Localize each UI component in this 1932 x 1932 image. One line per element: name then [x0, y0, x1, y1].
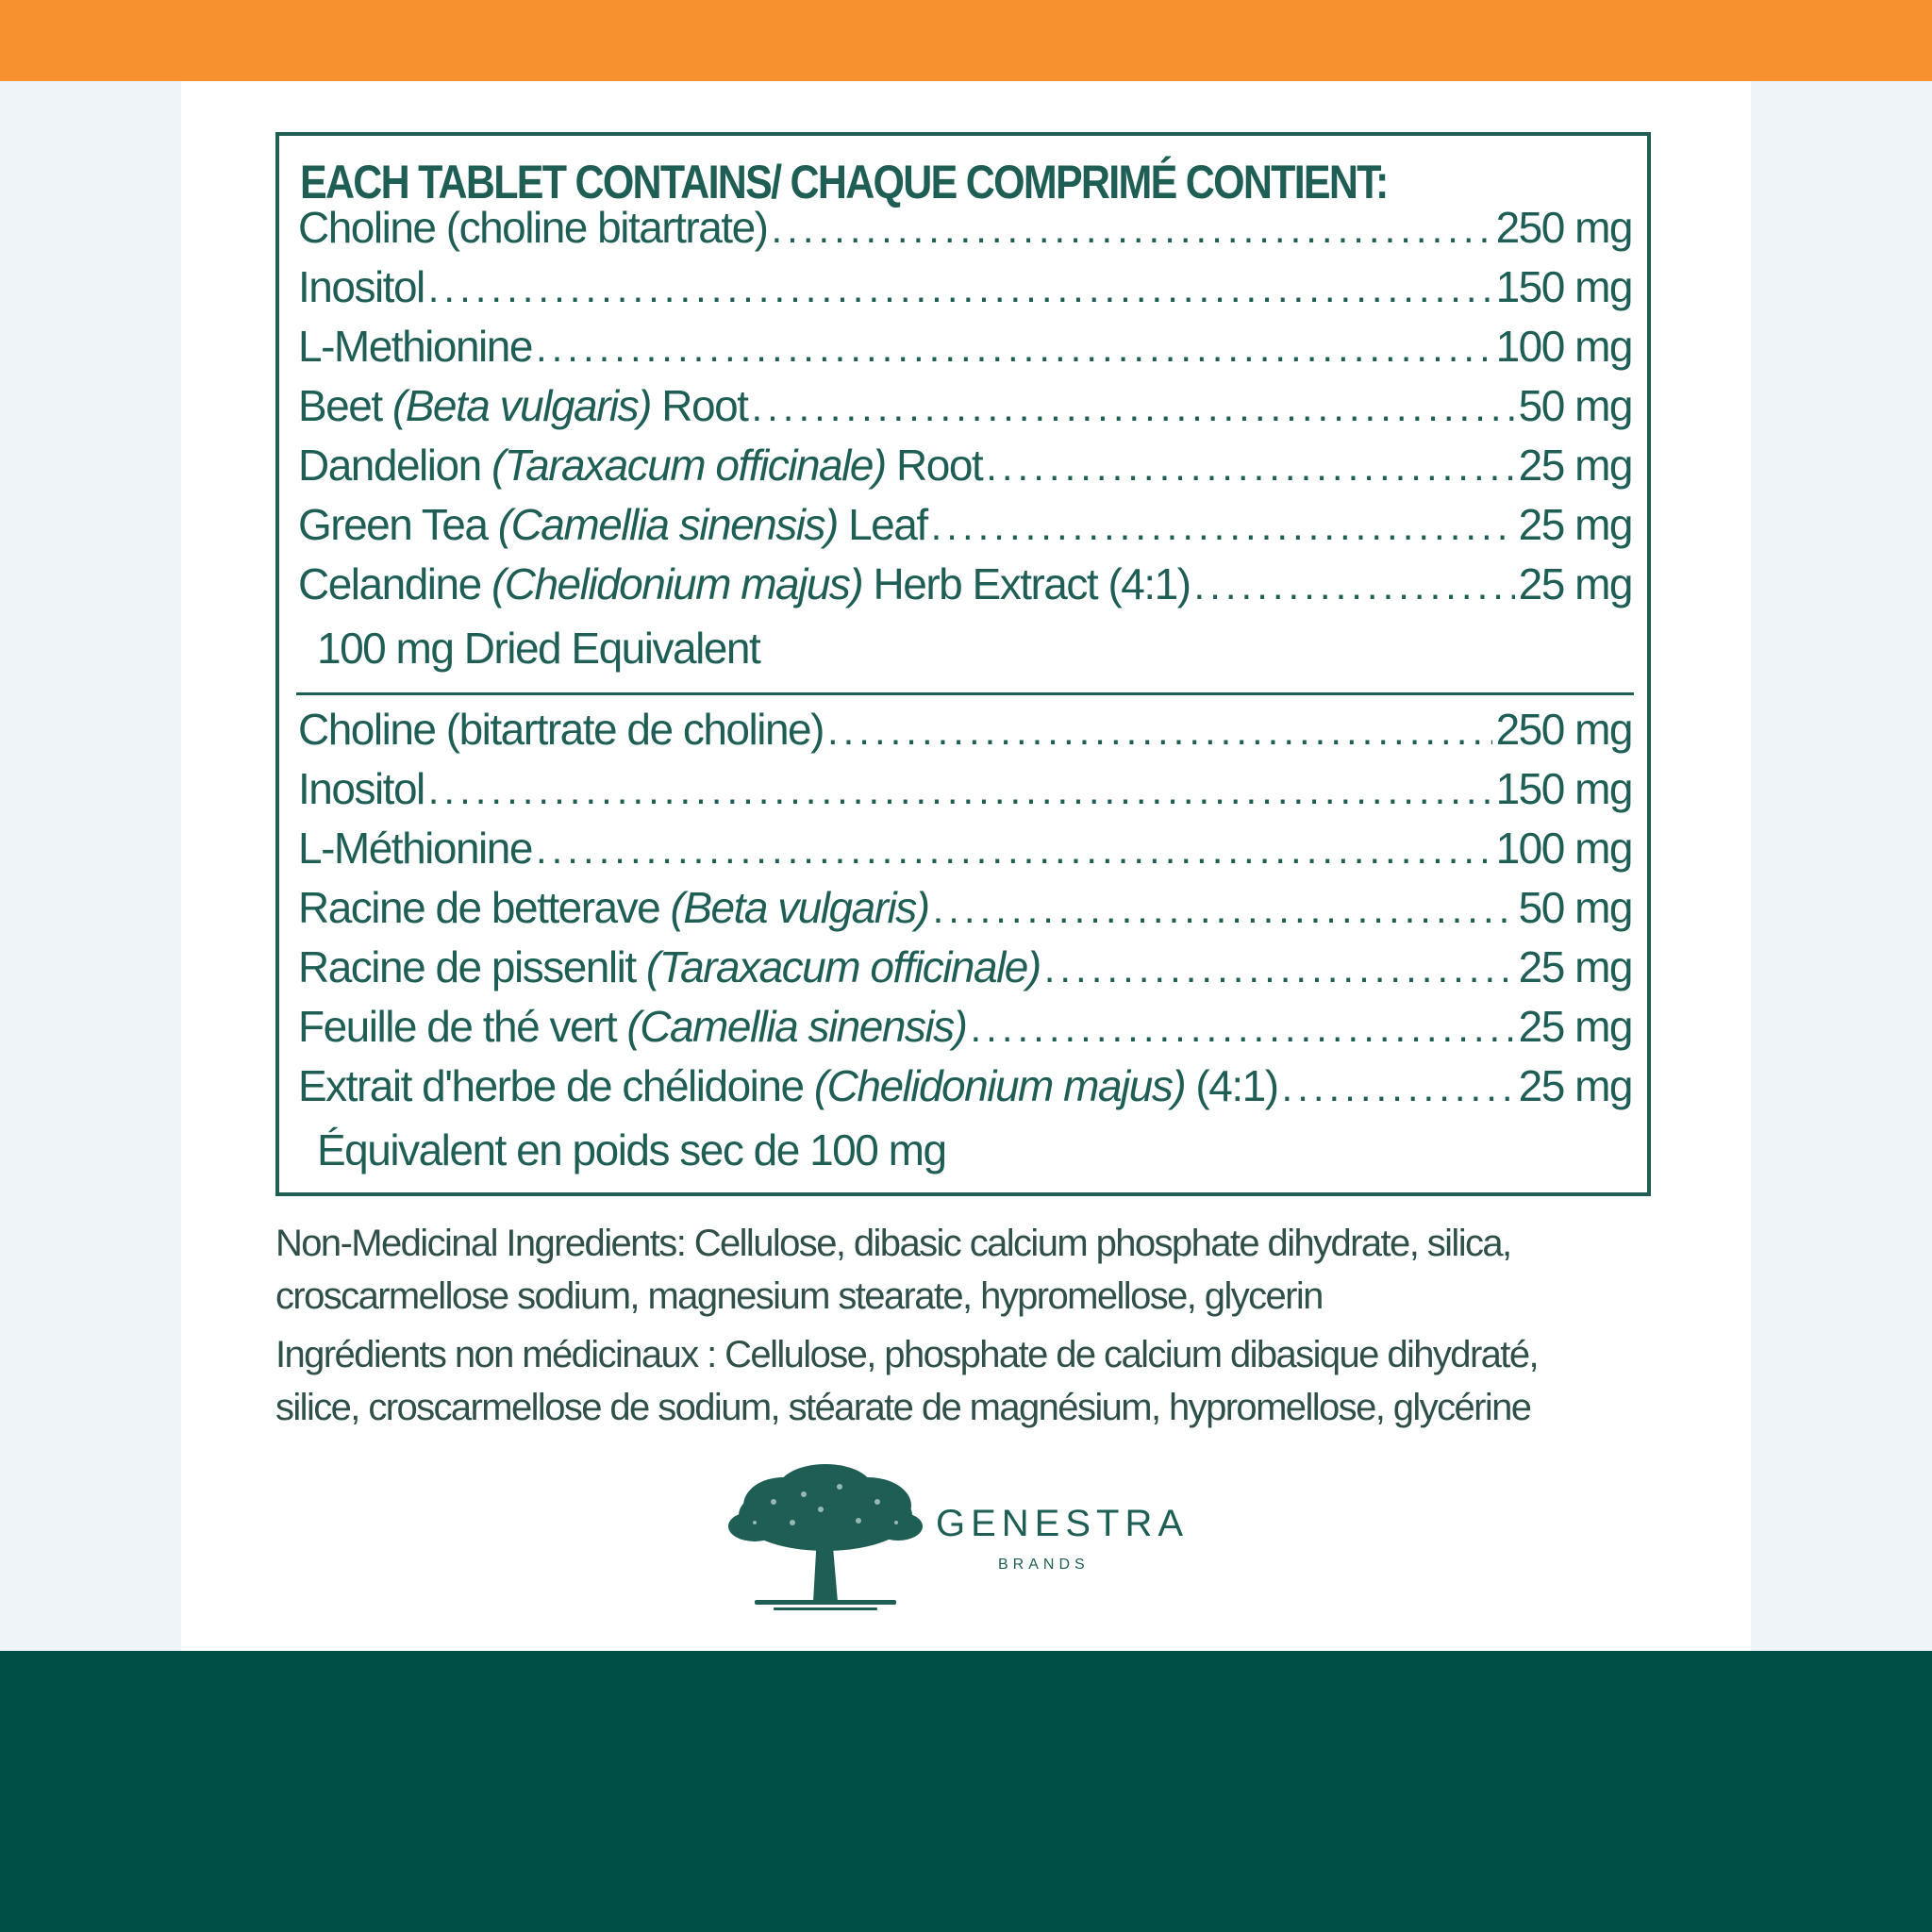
ingredient-row-fr: [298, 941, 1632, 1000]
dried-equivalent-note-fr: Équivalent en poids sec de 100 mg: [317, 1125, 946, 1174]
ingredient-row-fr: [298, 704, 1632, 762]
ingredient-latin: (Taraxacum officinale): [491, 441, 886, 490]
ingredient-name: Choline (choline bitartrate): [298, 203, 768, 252]
leader-dots: [751, 385, 1514, 430]
ingredient-latin: (Beta vulgaris): [670, 883, 929, 932]
dried-equivalent-note: 100 mg Dried Equivalent: [317, 624, 760, 673]
ingredient-name: Inositol: [298, 764, 425, 813]
section-divider: [296, 692, 1634, 695]
leader-dots: [772, 207, 1492, 252]
ingredient-latin: (Camellia sinensis): [626, 1002, 967, 1051]
ingredient-suffix: Root: [885, 441, 983, 490]
leader-dots: [931, 504, 1515, 549]
leader-dots: [1282, 1065, 1515, 1110]
ingredient-row: [298, 261, 1632, 320]
ingredient-name: Racine de betterave: [298, 883, 671, 932]
ingredient-amount: 150 mg: [1495, 262, 1632, 311]
brand-name: GENESTRA: [936, 1503, 1190, 1544]
non-medicinal-ingredients-en: [275, 1217, 1653, 1323]
ingredient-latin: (Chelidonium majus): [813, 1061, 1186, 1110]
ingredient-amount: 25 mg: [1518, 1061, 1632, 1110]
nmi-line: croscarmellose sodium, magnesium stearate, hypromellose, glycerin: [275, 1275, 1323, 1317]
ingredient-latin: (Beta vulgaris): [391, 381, 651, 430]
ingredient-latin: (Chelidonium majus): [491, 559, 863, 608]
leader-dots: [536, 325, 1492, 371]
leader-dots: [986, 444, 1514, 490]
ingredient-suffix: Leaf: [837, 500, 927, 549]
ingredient-name: Green Tea: [298, 500, 498, 549]
ingredient-row-fr: [298, 763, 1632, 822]
ingredient-row: [298, 499, 1632, 558]
ingredient-name: Beet: [298, 381, 392, 430]
nmi-line: Non-Medicinal Ingredients: Cellulose, dibasic calcium phosphate dihydrate, silica,: [275, 1223, 1511, 1264]
ingredient-latin: (Taraxacum officinale): [645, 942, 1041, 991]
ingredient-amount: 25 mg: [1518, 942, 1632, 991]
facts-heading: EACH TABLET CONTAINS/ CHAQUE COMPRIMÉ CONTIENT:: [300, 156, 1388, 208]
leader-dots: [1194, 563, 1515, 608]
ingredient-amount: 50 mg: [1518, 883, 1632, 932]
leader-dots: [428, 768, 1492, 813]
ingredient-amount: 250 mg: [1495, 705, 1632, 754]
ingredient-amount: 25 mg: [1518, 1002, 1632, 1051]
bottom-color-band: [0, 1651, 1932, 1932]
top-color-band: [0, 0, 1932, 81]
ingredient-name: L-Méthionine: [298, 824, 532, 873]
ingredient-name: Dandelion: [298, 441, 491, 490]
leader-dots: [428, 266, 1492, 311]
supplement-facts-box: [275, 132, 1651, 1196]
ingredient-name: Celandine: [298, 559, 491, 608]
ingredient-row: [298, 440, 1632, 498]
nmi-line: silice, croscarmellose de sodium, stéarate de magnésium, hypromellose, glycérine: [275, 1387, 1531, 1428]
ingredient-name: Racine de pissenlit: [298, 942, 646, 991]
ingredient-row: [298, 321, 1632, 379]
genestra-logo: [726, 1460, 1217, 1621]
leader-dots: [827, 708, 1492, 754]
ingredient-amount: 50 mg: [1518, 381, 1632, 430]
brand-sub: BRANDS: [998, 1557, 1090, 1573]
ingredient-row-fr: [298, 823, 1632, 881]
ingredient-amount: 100 mg: [1495, 824, 1632, 873]
ingredient-name: Feuille de thé vert: [298, 1002, 627, 1051]
ingredient-suffix: Herb Extract (4:1): [862, 559, 1191, 608]
ingredient-suffix: Root: [650, 381, 748, 430]
ingredient-row-fr: [298, 1060, 1632, 1119]
ingredient-row-fr: [298, 882, 1632, 941]
leader-dots: [933, 887, 1515, 932]
nmi-line: Ingrédients non médicinaux : Cellulose, phosphate de calcium dibasique dihydraté,: [275, 1334, 1538, 1375]
tree-icon: [726, 1460, 924, 1621]
ingredient-amount: 150 mg: [1495, 764, 1632, 813]
ingredient-row: [298, 558, 1632, 617]
ingredient-name: Choline (bitartrate de choline): [298, 705, 824, 754]
ingredient-row: [298, 380, 1632, 439]
ingredient-row-fr: [298, 1001, 1632, 1059]
non-medicinal-ingredients-fr: [275, 1328, 1653, 1434]
ingredient-amount: 25 mg: [1518, 500, 1632, 549]
ingredient-amount: 25 mg: [1518, 559, 1632, 608]
leader-dots: [970, 1006, 1514, 1051]
leader-dots: [1044, 946, 1515, 991]
ingredient-latin: (Camellia sinensis): [497, 500, 838, 549]
ingredient-suffix: (4:1): [1185, 1061, 1278, 1110]
ingredient-amount: 100 mg: [1495, 322, 1632, 371]
ingredient-name: Inositol: [298, 262, 425, 311]
ingredient-row: [298, 202, 1632, 260]
leader-dots: [536, 827, 1492, 873]
ingredient-amount: 250 mg: [1495, 203, 1632, 252]
ingredient-name: Extrait d'herbe de chélidoine: [298, 1061, 814, 1110]
ingredient-name: L-Methionine: [298, 322, 532, 371]
ingredient-amount: 25 mg: [1518, 441, 1632, 490]
